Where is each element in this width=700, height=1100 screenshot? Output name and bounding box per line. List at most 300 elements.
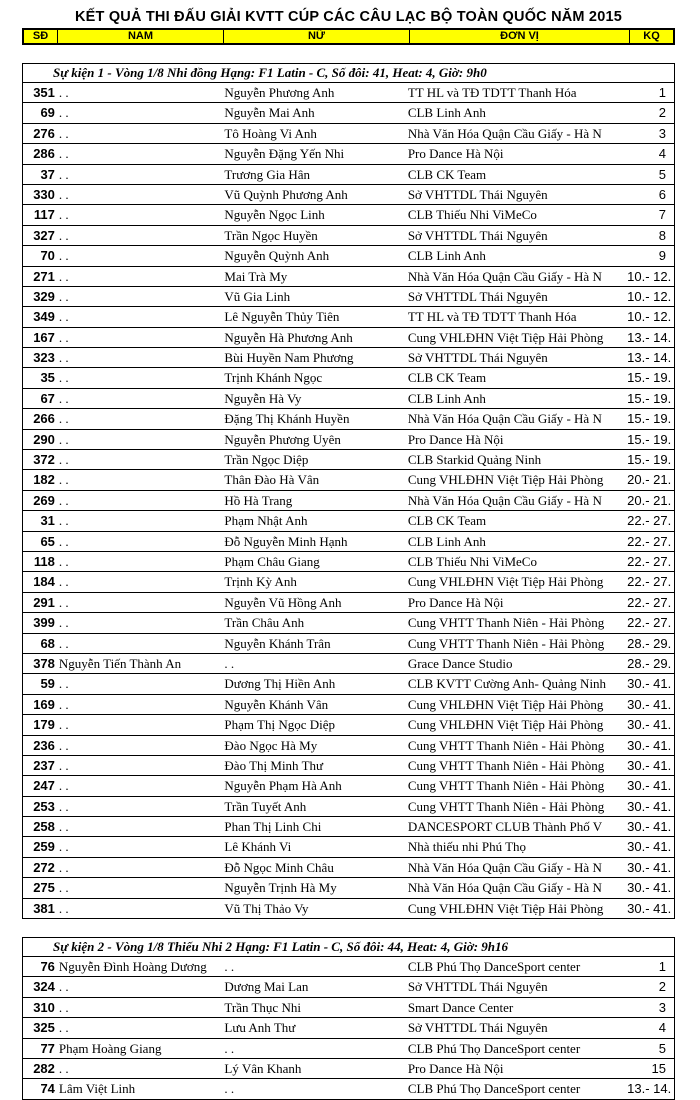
result-row <box>23 307 674 327</box>
male-dancer-name: . . <box>58 146 69 162</box>
competitor-number: 77 <box>40 1040 55 1056</box>
result-rank: 10.- 12. <box>627 288 672 304</box>
male-dancer-name: . . <box>58 166 69 182</box>
male-dancer-name: . . <box>58 737 69 753</box>
male-dancer-name: . . <box>58 533 69 549</box>
result-rank: 28.- 29. <box>627 655 672 671</box>
result-row <box>23 328 674 348</box>
club-name: Cung VHTT Thanh Niên - Hải Phòng <box>407 778 605 794</box>
competitor-number: 269 <box>33 492 55 508</box>
result-rank: 7 <box>658 207 666 223</box>
club-name: CLB CK Team <box>407 166 487 182</box>
male-dancer-name: . . <box>58 1020 69 1036</box>
result-rank: 1 <box>658 85 666 100</box>
female-dancer-name: Đỗ Nguyễn Minh Hạnh <box>224 533 348 549</box>
club-name: Cung VHTT Thanh Niên - Hải Phòng <box>407 798 605 814</box>
club-name: CLB Phú Thọ DanceSport center <box>407 959 581 975</box>
result-row <box>23 491 674 511</box>
competitor-number: 65 <box>40 533 55 549</box>
result-rank: 20.- 21. <box>627 492 672 508</box>
result-row <box>23 613 674 633</box>
result-row <box>23 409 674 429</box>
result-rank: 15 <box>651 1060 666 1076</box>
male-dancer-name: . . <box>58 999 69 1015</box>
female-dancer-name: Phạm Nhật Anh <box>224 513 308 529</box>
result-row <box>23 593 674 613</box>
result-row <box>23 511 674 531</box>
competitor-number: 372 <box>33 452 55 468</box>
female-dancer-name: Mai Trà My <box>224 268 288 284</box>
result-rank: 30.- 41. <box>627 737 672 753</box>
club-name: CLB Phú Thọ DanceSport center <box>407 1081 581 1097</box>
club-name: Smart Dance Center <box>407 999 514 1015</box>
result-rank: 30.- 41. <box>627 757 672 773</box>
club-name: Sở VHTTDL Thái Nguyên <box>407 350 548 366</box>
result-rank: 2 <box>658 105 666 121</box>
club-name: Sở VHTTDL Thái Nguyên <box>407 979 548 995</box>
club-name: DANCESPORT CLUB Thành Phố V <box>407 819 603 835</box>
male-dancer-name: . . <box>58 696 69 712</box>
result-row <box>23 1039 674 1059</box>
female-dancer-name: Nguyễn Phương Anh <box>224 85 335 100</box>
result-row <box>23 1079 674 1098</box>
male-dancer-name: . . <box>58 248 69 264</box>
result-row <box>23 348 674 368</box>
result-row <box>23 205 674 225</box>
competitor-number: 184 <box>33 574 55 590</box>
column-header-sd: SĐ <box>24 30 58 43</box>
competitor-number: 327 <box>33 227 55 243</box>
male-dancer-name: . . <box>58 979 69 995</box>
male-dancer-name: . . <box>58 839 69 855</box>
club-name: Cung VHLĐHN Việt Tiệp Hải Phòng <box>407 472 604 488</box>
result-row <box>23 837 674 857</box>
competitor-number: 290 <box>33 431 55 447</box>
female-dancer-name: . . <box>224 959 235 975</box>
female-dancer-name: Hồ Hà Trang <box>224 492 293 508</box>
events-container <box>22 63 675 1100</box>
result-rank: 22.- 27. <box>627 574 672 590</box>
female-dancer-name: Phan Thị Linh Chi <box>224 819 322 835</box>
female-dancer-name: Nguyễn Hà Phương Anh <box>224 329 353 345</box>
club-name: Nhà Văn Hóa Quận Cầu Giấy - Hà N <box>407 268 602 284</box>
result-row <box>23 878 674 898</box>
female-dancer-name: Thân Đào Hà Vân <box>224 472 320 488</box>
competitor-number: 169 <box>33 696 55 712</box>
female-dancer-name: Nguyễn Đặng Yến Nhi <box>224 146 345 162</box>
female-dancer-name: Nguyễn Phương Uyên <box>224 431 341 447</box>
female-dancer-name: Lý Vân Khanh <box>224 1060 302 1076</box>
result-row <box>23 470 674 490</box>
competitor-number: 271 <box>33 268 55 284</box>
female-dancer-name: Vũ Quỳnh Phương Anh <box>224 186 348 202</box>
club-name: CLB Linh Anh <box>407 533 486 549</box>
male-dancer-name: . . <box>58 819 69 835</box>
result-row <box>23 977 674 997</box>
column-header-nu: NỮ <box>224 30 410 43</box>
result-rank: 1 <box>658 959 666 975</box>
competitor-number: 324 <box>33 979 55 995</box>
female-dancer-name: Nguyễn Khánh Vân <box>224 696 329 712</box>
club-name: Cung VHLĐHN Việt Tiệp Hải Phòng <box>407 900 604 916</box>
female-dancer-name: Đỗ Ngọc Minh Châu <box>224 859 334 875</box>
male-dancer-name: . . <box>58 329 69 345</box>
competitor-number: 76 <box>40 959 55 975</box>
competitor-number: 237 <box>33 757 55 773</box>
result-rank: 22.- 27. <box>627 553 672 569</box>
result-row <box>23 165 674 185</box>
result-row <box>23 1059 674 1079</box>
result-row <box>23 389 674 409</box>
female-dancer-name: Bùi Huyền Nam Phương <box>224 350 354 366</box>
result-rank: 30.- 41. <box>627 819 672 835</box>
male-dancer-name: . . <box>58 370 69 386</box>
female-dancer-name: Vũ Gia Linh <box>224 288 291 304</box>
result-rank: 30.- 41. <box>627 798 672 814</box>
result-rank: 10.- 12. <box>627 309 672 325</box>
male-dancer-name: . . <box>58 390 69 406</box>
club-name: Nhà Văn Hóa Quận Cầu Giấy - Hà N <box>407 125 602 141</box>
male-dancer-name: . . <box>58 880 69 896</box>
club-name: Cung VHLĐHN Việt Tiệp Hải Phòng <box>407 574 604 590</box>
result-rank: 15.- 19. <box>627 452 672 468</box>
club-name: Nhà Văn Hóa Quận Cầu Giấy - Hà N <box>407 859 602 875</box>
male-dancer-name: . . <box>58 676 69 692</box>
male-dancer-name: . . <box>58 778 69 794</box>
female-dancer-name: Lưu Anh Thư <box>224 1020 296 1036</box>
female-dancer-name: Trịnh Kỳ Anh <box>224 574 297 590</box>
column-header-row <box>22 28 675 45</box>
male-dancer-name: . . <box>58 717 69 733</box>
result-rank: 13.- 14. <box>627 329 672 345</box>
female-dancer-name: Trần Ngọc Huyền <box>224 227 318 243</box>
competitor-number: 68 <box>40 635 55 651</box>
male-dancer-name: . . <box>58 635 69 651</box>
club-name: Pro Dance Hà Nội <box>407 594 504 610</box>
club-name: Pro Dance Hà Nội <box>407 1060 504 1076</box>
result-rank: 3 <box>658 125 666 141</box>
female-dancer-name: Nguyễn Mai Anh <box>224 105 315 121</box>
result-row <box>23 858 674 878</box>
result-row <box>23 776 674 796</box>
document-title: KẾT QUẢ THI ĐẤU GIẢI KVTT CÚP CÁC CÂU LẠC BỘ TOÀN QUỐC NĂM 2015 <box>75 9 622 25</box>
female-dancer-name: Đào Ngọc Hà My <box>224 737 318 753</box>
result-rank: 30.- 41. <box>627 859 672 875</box>
result-rank: 30.- 41. <box>627 880 672 896</box>
competitor-number: 329 <box>33 288 55 304</box>
female-dancer-name: Nguyễn Khánh Trân <box>224 635 331 651</box>
result-row <box>23 1018 674 1038</box>
result-rank: 5 <box>658 1040 666 1056</box>
female-dancer-name: Phạm Thị Ngọc Diệp <box>224 717 336 733</box>
male-dancer-name: . . <box>58 859 69 875</box>
competitor-number: 323 <box>33 350 55 366</box>
result-rank: 30.- 41. <box>627 696 672 712</box>
female-dancer-name: . . <box>224 1040 235 1056</box>
competitor-number: 59 <box>40 676 55 692</box>
club-name: TT HL và TĐ TDTT Thanh Hóa <box>407 309 577 325</box>
club-name: CLB KVTT Cường Anh- Quảng Ninh <box>407 676 607 692</box>
competitor-number: 35 <box>40 370 55 386</box>
club-name: Sở VHTTDL Thái Nguyên <box>407 227 548 243</box>
column-header-nam: NAM <box>58 30 224 43</box>
club-name: Cung VHLĐHN Việt Tiệp Hải Phòng <box>407 329 604 345</box>
competitor-number: 167 <box>33 329 55 345</box>
male-dancer-name: . . <box>58 125 69 141</box>
result-rank: 6 <box>658 186 666 202</box>
result-rank: 4 <box>658 1020 666 1036</box>
result-row <box>23 185 674 205</box>
result-rank: 8 <box>658 227 666 243</box>
competitor-number: 275 <box>33 880 55 896</box>
result-row <box>23 634 674 654</box>
female-dancer-name: Nguyễn Trịnh Hà My <box>224 880 337 896</box>
result-rank: 15.- 19. <box>627 390 672 406</box>
result-rank: 13.- 14. <box>627 350 672 366</box>
result-rank: 15.- 19. <box>627 431 672 447</box>
female-dancer-name: Lê Nguyễn Thủy Tiên <box>224 309 340 325</box>
male-dancer-name: . . <box>58 615 69 631</box>
female-dancer-name: Trần Ngọc Diệp <box>224 452 309 468</box>
male-dancer-name: . . <box>58 594 69 610</box>
female-dancer-name: . . <box>224 1081 235 1097</box>
male-dancer-name: . . <box>58 1060 69 1076</box>
result-row <box>23 144 674 164</box>
female-dancer-name: Trương Gia Hân <box>224 166 311 182</box>
result-row <box>23 674 674 694</box>
result-rank: 2 <box>658 979 666 995</box>
male-dancer-name: . . <box>58 85 69 100</box>
male-dancer-name: . . <box>58 452 69 468</box>
result-row <box>23 957 674 977</box>
club-name: Nhà Văn Hóa Quận Cầu Giấy - Hà N <box>407 880 602 896</box>
event-block <box>22 937 675 1100</box>
male-dancer-name: . . <box>58 757 69 773</box>
male-dancer-name: . . <box>58 574 69 590</box>
event-title: Sự kiện 1 - Vòng 1/8 Nhi đồng Hạng: F1 Latin - C, Số đôi: 41, Heat: 4, Giờ: 9h0 <box>23 64 674 83</box>
result-row <box>23 287 674 307</box>
female-dancer-name: Trần Châu Anh <box>224 615 305 631</box>
female-dancer-name: Lê Khánh Vi <box>224 839 292 855</box>
club-name: CLB Linh Anh <box>407 390 486 406</box>
club-name: TT HL và TĐ TDTT Thanh Hóa <box>407 85 577 100</box>
result-rank: 22.- 27. <box>627 533 672 549</box>
male-dancer-name: . . <box>58 268 69 284</box>
competitor-number: 69 <box>40 105 55 121</box>
female-dancer-name: . . <box>224 655 235 671</box>
result-rank: 4 <box>658 146 666 162</box>
competitor-number: 259 <box>33 839 55 855</box>
female-dancer-name: Nguyễn Ngọc Linh <box>224 207 325 223</box>
female-dancer-name: Trần Tuyết Anh <box>224 798 307 814</box>
competitor-number: 74 <box>40 1081 55 1097</box>
result-rank: 20.- 21. <box>627 472 672 488</box>
club-name: Sở VHTTDL Thái Nguyên <box>407 288 548 304</box>
male-dancer-name: . . <box>58 105 69 121</box>
result-row <box>23 430 674 450</box>
result-rank: 13.- 14. <box>627 1081 672 1097</box>
result-rank: 30.- 41. <box>627 717 672 733</box>
club-name: Cung VHTT Thanh Niên - Hải Phòng <box>407 635 605 651</box>
competitor-number: 182 <box>33 472 55 488</box>
result-rank: 22.- 27. <box>627 615 672 631</box>
male-dancer-name: . . <box>58 288 69 304</box>
club-name: Nhà Văn Hóa Quận Cầu Giấy - Hà N <box>407 492 602 508</box>
column-header-kq: KQ <box>643 30 660 42</box>
club-name: Pro Dance Hà Nội <box>407 431 504 447</box>
result-rank: 5 <box>658 166 666 182</box>
club-name: CLB CK Team <box>407 370 487 386</box>
result-rank: 9 <box>658 248 666 264</box>
result-row <box>23 736 674 756</box>
competitor-number: 282 <box>33 1060 55 1076</box>
club-name: Nhà Văn Hóa Quận Cầu Giấy - Hà N <box>407 411 602 427</box>
results-document <box>22 6 675 1100</box>
male-dancer-name: . . <box>58 492 69 508</box>
result-row <box>23 226 674 246</box>
female-dancer-name: Phạm Châu Giang <box>224 553 320 569</box>
competitor-number: 247 <box>33 778 55 794</box>
competitor-number: 117 <box>33 207 55 223</box>
competitor-number: 286 <box>33 146 55 162</box>
male-dancer-name: . . <box>58 798 69 814</box>
result-rank: 30.- 41. <box>627 900 672 916</box>
result-rank: 15.- 19. <box>627 370 672 386</box>
competitor-number: 276 <box>33 125 55 141</box>
female-dancer-name: Nguyễn Hà Vy <box>224 390 302 406</box>
club-name: Cung VHTT Thanh Niên - Hải Phòng <box>407 737 605 753</box>
male-dancer-name: Nguyễn Tiến Thành An <box>58 655 182 671</box>
result-rank: 30.- 41. <box>627 778 672 794</box>
male-dancer-name: . . <box>58 309 69 325</box>
competitor-number: 179 <box>33 717 55 733</box>
male-dancer-name: Nguyễn Đình Hoàng Dương <box>58 959 207 975</box>
result-row <box>23 715 674 735</box>
female-dancer-name: Dương Mai Lan <box>224 979 309 995</box>
male-dancer-name: . . <box>58 472 69 488</box>
club-name: Cung VHLĐHN Việt Tiệp Hải Phòng <box>407 717 604 733</box>
competitor-number: 236 <box>33 737 55 753</box>
male-dancer-name: . . <box>58 227 69 243</box>
male-dancer-name: . . <box>58 553 69 569</box>
result-row <box>23 998 674 1018</box>
club-name: Cung VHTT Thanh Niên - Hải Phòng <box>407 757 605 773</box>
female-dancer-name: Đặng Thị Khánh Huyền <box>224 411 350 427</box>
male-dancer-name: . . <box>58 431 69 447</box>
competitor-number: 266 <box>33 411 55 427</box>
club-name: CLB CK Team <box>407 513 487 529</box>
male-dancer-name: . . <box>58 513 69 529</box>
club-name: Pro Dance Hà Nội <box>407 146 504 162</box>
result-rank: 10.- 12. <box>627 268 672 284</box>
competitor-number: 253 <box>33 798 55 814</box>
club-name: Sở VHTTDL Thái Nguyên <box>407 1020 548 1036</box>
competitor-number: 67 <box>40 390 55 406</box>
male-dancer-name: . . <box>58 411 69 427</box>
competitor-number: 272 <box>33 859 55 875</box>
result-row <box>23 124 674 144</box>
male-dancer-name: . . <box>58 350 69 366</box>
competitor-number: 118 <box>33 553 55 569</box>
result-row <box>23 552 674 572</box>
result-row <box>23 267 674 287</box>
result-rank: 22.- 27. <box>627 594 672 610</box>
result-row <box>23 103 674 123</box>
male-dancer-name: Phạm Hoàng Giang <box>58 1040 162 1056</box>
result-row <box>23 83 674 103</box>
club-name: CLB Thiếu Nhi ViMeCo <box>407 207 537 223</box>
result-rank: 30.- 41. <box>627 676 672 692</box>
result-rank: 22.- 27. <box>627 513 672 529</box>
result-rank: 28.- 29. <box>627 635 672 651</box>
result-row <box>23 246 674 266</box>
competitor-number: 330 <box>33 186 55 202</box>
result-row <box>23 572 674 592</box>
event-title: Sự kiện 2 - Vòng 1/8 Thiếu Nhi 2 Hạng: F1 Latin - C, Số đôi: 44, Heat: 4, Giờ: 9h16 <box>23 938 674 957</box>
club-name: Cung VHLĐHN Việt Tiệp Hải Phòng <box>407 696 604 712</box>
female-dancer-name: Nguyễn Phạm Hà Anh <box>224 778 342 794</box>
club-name: CLB Thiếu Nhi ViMeCo <box>407 553 537 569</box>
competitor-number: 31 <box>40 513 55 529</box>
club-name: Sở VHTTDL Thái Nguyên <box>407 186 548 202</box>
club-name: CLB Phú Thọ DanceSport center <box>407 1040 581 1056</box>
competitor-number: 70 <box>40 248 55 264</box>
column-header-donvi: ĐƠN VỊ <box>410 30 630 43</box>
female-dancer-name: Nguyễn Vũ Hồng Anh <box>224 594 342 610</box>
result-row <box>23 797 674 817</box>
male-dancer-name: . . <box>58 900 69 916</box>
club-name: Nhà thiếu nhi Phú Thọ <box>407 839 527 855</box>
competitor-number: 291 <box>33 594 55 610</box>
result-row <box>23 756 674 776</box>
male-dancer-name: . . <box>58 186 69 202</box>
competitor-number: 351 <box>33 85 55 100</box>
club-name: Grace Dance Studio <box>407 655 513 671</box>
competitor-number: 310 <box>33 999 55 1015</box>
club-name: CLB Linh Anh <box>407 248 486 264</box>
female-dancer-name: Vũ Thị Thảo Vy <box>224 900 309 916</box>
result-rank: 15.- 19. <box>627 411 672 427</box>
result-row <box>23 817 674 837</box>
result-row <box>23 532 674 552</box>
female-dancer-name: Tô Hoàng Vi Anh <box>224 125 317 141</box>
result-rank: 30.- 41. <box>627 839 672 855</box>
female-dancer-name: Trịnh Khánh Ngọc <box>224 370 323 386</box>
female-dancer-name: Dương Thị Hiền Anh <box>224 676 336 692</box>
competitor-number: 37 <box>40 166 55 182</box>
club-name: CLB Linh Anh <box>407 105 486 121</box>
female-dancer-name: Trần Thục Nhi <box>224 999 301 1015</box>
club-name: Cung VHTT Thanh Niên - Hải Phòng <box>407 615 605 631</box>
competitor-number: 399 <box>33 615 55 631</box>
result-row <box>23 450 674 470</box>
male-dancer-name: Lâm Việt Linh <box>58 1081 136 1097</box>
competitor-number: 258 <box>33 819 55 835</box>
result-rank: 3 <box>658 999 666 1015</box>
female-dancer-name: Nguyễn Quỳnh Anh <box>224 248 330 264</box>
competitor-number: 381 <box>33 900 55 916</box>
result-row <box>23 695 674 715</box>
competitor-number: 349 <box>33 309 55 325</box>
male-dancer-name: . . <box>58 207 69 223</box>
result-row <box>23 368 674 388</box>
event-block <box>22 63 675 919</box>
result-row <box>23 654 674 674</box>
competitor-number: 325 <box>33 1020 55 1036</box>
result-row <box>23 899 674 918</box>
competitor-number: 378 <box>33 655 55 671</box>
club-name: CLB Starkid Quảng Ninh <box>407 452 542 468</box>
